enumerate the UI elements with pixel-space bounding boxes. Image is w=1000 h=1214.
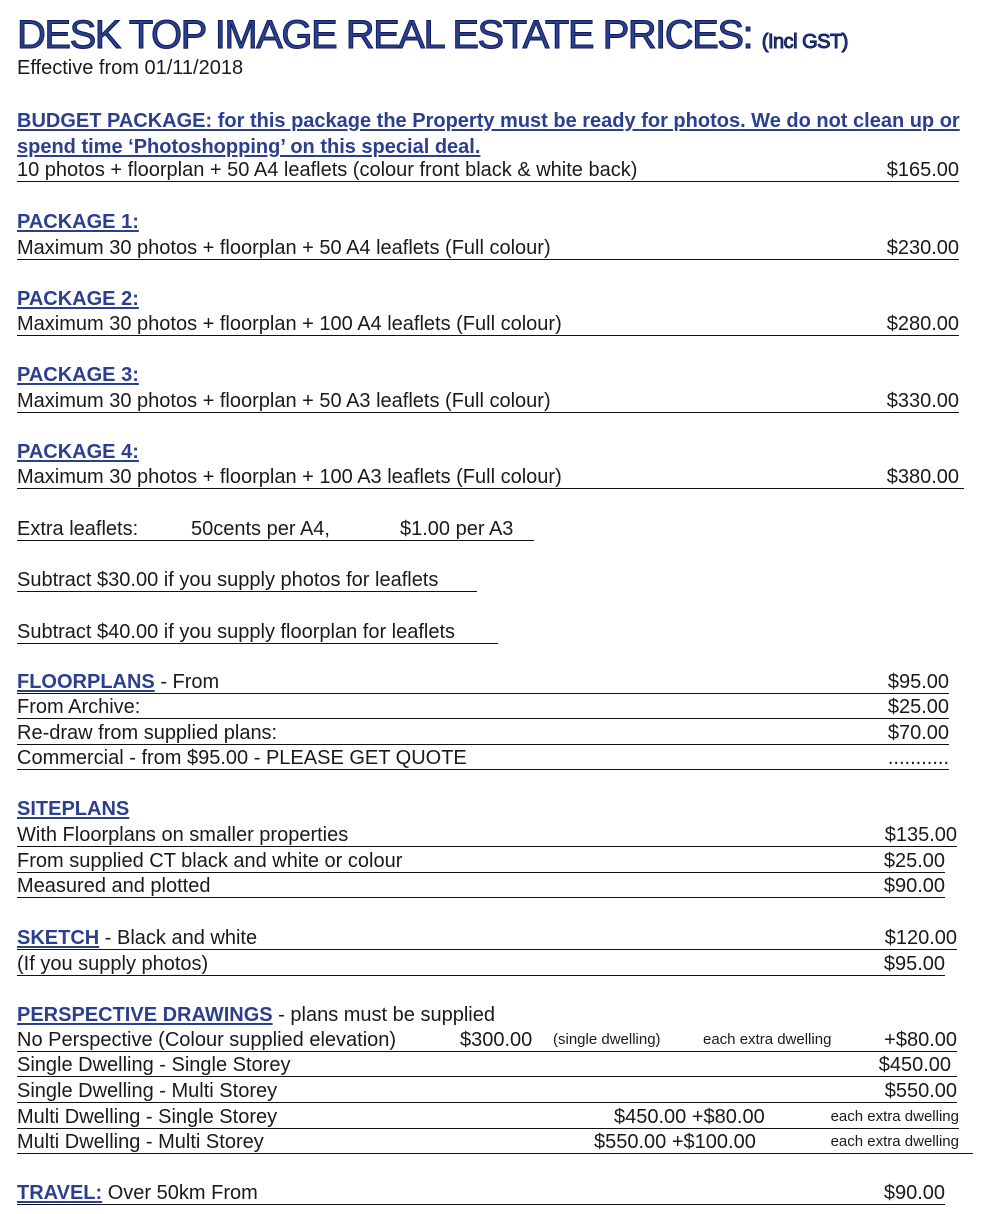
budget-package-row xyxy=(17,158,959,182)
subtract-photos-row xyxy=(17,568,477,592)
package-2-row xyxy=(17,312,959,336)
heading-label: SKETCH xyxy=(17,927,100,949)
row-label: From supplied CT black and white or colour xyxy=(17,850,403,872)
row-price: $90.00 xyxy=(883,875,945,897)
row-price: $95.00 xyxy=(883,953,945,975)
heading-label: PACKAGE 3: xyxy=(17,364,139,386)
row-price: $450.00 +$80.00 xyxy=(614,1106,765,1128)
row-label: Multi Dwelling - Multi Storey xyxy=(17,1131,264,1153)
row-price: $280.00 xyxy=(886,313,959,335)
row-extra-note: each extra dwelling xyxy=(703,1031,832,1048)
heading-label: PACKAGE 4: xyxy=(17,441,139,463)
no-perspective-row xyxy=(17,1028,957,1052)
sketch-heading-row xyxy=(17,926,957,950)
floorplans-row xyxy=(17,695,949,719)
row-label: Multi Dwelling - Single Storey xyxy=(17,1106,278,1128)
row-note: each extra dwelling xyxy=(830,1133,959,1150)
extra-leaflets-a4: 50cents per A4, xyxy=(191,518,330,540)
row-price: $550.00 xyxy=(884,1080,957,1102)
budget-package-heading: BUDGET PACKAGE: for this package the Property must be ready for photos. We do not clean up or spend time ‘Photoshopping’ on this special deal. xyxy=(17,110,960,158)
row-label: 10 photos + floorplan + 50 A4 leaflets (colour front black & white back) xyxy=(17,159,638,181)
row-note: (single dwelling) xyxy=(553,1031,661,1048)
row-price: $165.00 xyxy=(886,159,959,181)
row-label: No Perspective (Colour supplied elevation) xyxy=(17,1029,397,1051)
subtract-floorplan-row xyxy=(17,620,498,644)
row-label: Commercial - from $95.00 - PLEASE GET QUOTE xyxy=(17,747,467,769)
siteplans-row xyxy=(17,849,945,873)
multi-single-storey-row xyxy=(17,1105,959,1129)
package-1-heading xyxy=(17,210,139,234)
row-price: $550.00 +$100.00 xyxy=(594,1131,756,1153)
extra-leaflets-row xyxy=(17,517,534,541)
row-price: $230.00 xyxy=(886,237,959,259)
sketch-row xyxy=(17,952,945,976)
heading-desc: - plans must be supplied xyxy=(272,1004,495,1026)
heading-desc: - Black and white xyxy=(99,927,258,949)
row-label: Maximum 30 photos + floorplan + 50 A4 leaflets (Full colour) xyxy=(17,237,551,259)
siteplans-heading xyxy=(17,797,129,821)
row-price: $90.00 xyxy=(883,1182,945,1204)
row-label: Maximum 30 photos + floorplan + 50 A3 leaflets (Full colour) xyxy=(17,390,551,412)
extra-leaflets-label: Extra leaflets: xyxy=(17,518,139,540)
row-price: $380.00 xyxy=(886,466,959,488)
row-label: Re-draw from supplied plans: xyxy=(17,722,278,744)
row-price: $70.00 xyxy=(887,722,949,744)
title-text: DESK TOP IMAGE REAL ESTATE PRICES: xyxy=(17,13,753,57)
row-label: Maximum 30 photos + floorplan + 100 A3 leaflets (Full colour) xyxy=(17,466,562,488)
row-label: Measured and plotted xyxy=(17,875,211,897)
single-single-storey-row xyxy=(17,1053,957,1077)
package-3-heading xyxy=(17,363,139,387)
effective-date: Effective from 01/11/2018 xyxy=(17,57,244,79)
row-label: With Floorplans on smaller properties xyxy=(17,824,349,846)
row-price: $450.00 xyxy=(878,1054,951,1076)
floorplans-row xyxy=(17,721,949,745)
package-1-row xyxy=(17,236,959,260)
package-2-heading xyxy=(17,287,139,311)
row-price: ........... xyxy=(887,747,949,769)
travel-row xyxy=(17,1181,945,1205)
row-price: $135.00 xyxy=(884,824,957,846)
floorplans-row xyxy=(17,746,949,770)
row-price: $25.00 xyxy=(887,696,949,718)
heading-label: FLOORPLANS xyxy=(17,671,155,693)
package-4-row xyxy=(17,465,964,489)
row-price: $120.00 xyxy=(884,927,957,949)
extra-leaflets-a3: $1.00 per A3 xyxy=(400,518,514,540)
package-3-row xyxy=(17,389,959,413)
row-extra-price: +$80.00 xyxy=(884,1029,957,1051)
row-note: each extra dwelling xyxy=(830,1108,959,1125)
heading-label: PACKAGE 1: xyxy=(17,211,139,233)
row-label: Single Dwelling - Multi Storey xyxy=(17,1080,278,1102)
row-price: $95.00 xyxy=(887,671,949,693)
subtract-photos-text: Subtract $30.00 if you supply photos for leaflets xyxy=(17,569,439,591)
heading-label: PERSPECTIVE DRAWINGS xyxy=(17,1004,273,1026)
row-label: Maximum 30 photos + floorplan + 100 A4 leaflets (Full colour) xyxy=(17,313,562,335)
subtract-floorplan-text: Subtract $40.00 if you supply floorplan for leaflets xyxy=(17,621,456,643)
package-4-heading xyxy=(17,440,139,464)
row-label: (If you supply photos) xyxy=(17,953,209,975)
heading-desc: Over 50km From xyxy=(102,1182,258,1204)
sketch-heading xyxy=(17,927,257,949)
heading-label: TRAVEL: xyxy=(17,1182,103,1204)
heading-label: SITEPLANS xyxy=(17,798,130,820)
row-label: From Archive: xyxy=(17,696,141,718)
row-label: Single Dwelling - Single Storey xyxy=(17,1054,291,1076)
siteplans-row xyxy=(17,823,957,847)
heading-label: PACKAGE 2: xyxy=(17,288,139,310)
row-price: $330.00 xyxy=(886,390,959,412)
travel-heading xyxy=(17,1182,258,1204)
row-price: $25.00 xyxy=(883,850,945,872)
row-price: $300.00 xyxy=(460,1029,533,1051)
title-gst-note: (Incl GST) xyxy=(761,31,848,53)
siteplans-row xyxy=(17,874,945,898)
perspective-heading xyxy=(17,1003,495,1027)
floorplans-heading xyxy=(17,671,219,693)
heading-desc: - From xyxy=(154,671,220,693)
multi-multi-storey-row xyxy=(17,1130,973,1154)
single-multi-storey-row xyxy=(17,1079,957,1103)
floorplans-heading-row xyxy=(17,670,949,694)
